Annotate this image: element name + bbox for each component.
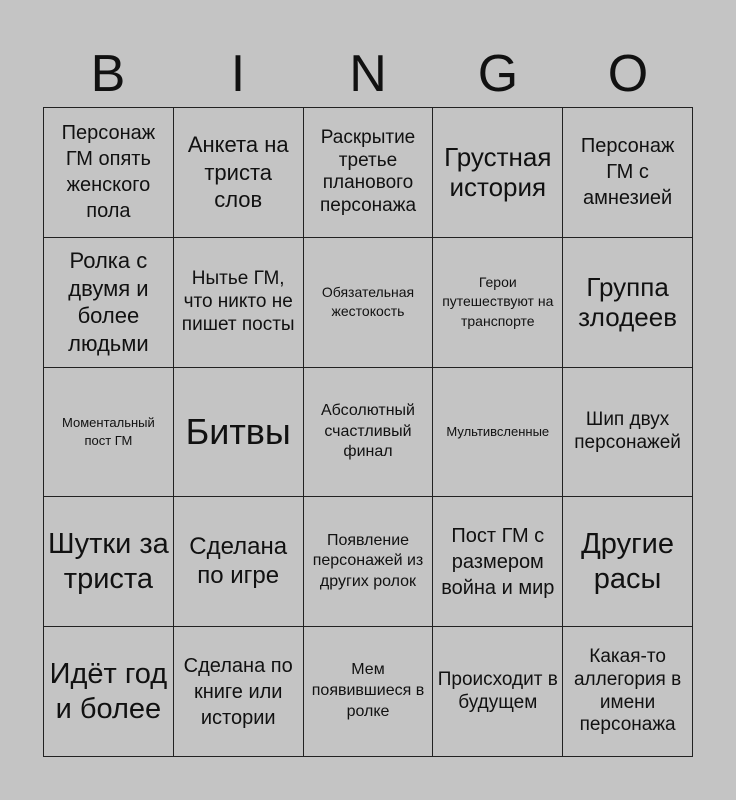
bingo-cell[interactable]: Происходит в будущем [433,627,563,757]
bingo-cell[interactable]: Персонаж ГМ с амнезией [563,108,693,238]
bingo-cell[interactable]: Персонаж ГМ опять женского пола [44,108,174,238]
bingo-header [43,42,693,106]
bingo-cell[interactable]: Герои путешествуют на транспорте [433,238,563,368]
header-letter-g: G [477,45,519,103]
header-letter-n: N [349,45,387,103]
bingo-cell[interactable]: Мультивсленные [433,368,563,498]
bingo-cell[interactable]: Пост ГМ с размером война и мир [433,497,563,627]
bingo-cell[interactable]: Обязательная жестокость [304,238,434,368]
header-letter-o: O [607,45,649,103]
bingo-cell[interactable]: Ролка с двумя и более людьми [44,238,174,368]
header-letter-i: I [230,45,246,103]
header-letter-b: B [90,45,126,103]
bingo-cell[interactable]: Группа злодеев [563,238,693,368]
bingo-cell[interactable]: Мем появившиеся в ролке [304,627,434,757]
bingo-cell[interactable]: Грустная история [433,108,563,238]
bingo-cell[interactable]: Шип двух персонажей [563,368,693,498]
bingo-cell[interactable]: Сделана по игре [174,497,304,627]
bingo-board [43,107,693,757]
bingo-cell[interactable]: Анкета на триста слов [174,108,304,238]
bingo-cell[interactable]: Другие расы [563,497,693,627]
bingo-cell[interactable]: Шутки за триста [44,497,174,627]
bingo-cell[interactable]: Сделана по книге или истории [174,627,304,757]
bingo-cell[interactable]: Нытье ГМ, что никто не пишет посты [174,238,304,368]
bingo-cell[interactable]: Идёт год и более [44,627,174,757]
bingo-cell[interactable]: Абсолютный счастливый финал [304,368,434,498]
bingo-cell[interactable]: Раскрытие третье планового персонажа [304,108,434,238]
bingo-cell[interactable]: Битвы [174,368,304,498]
bingo-cell[interactable]: Моментальный пост ГМ [44,368,174,498]
bingo-cell[interactable]: Какая-то аллегория в имени персонажа [563,627,693,757]
bingo-cell[interactable]: Появление персонажей из других ролок [304,497,434,627]
